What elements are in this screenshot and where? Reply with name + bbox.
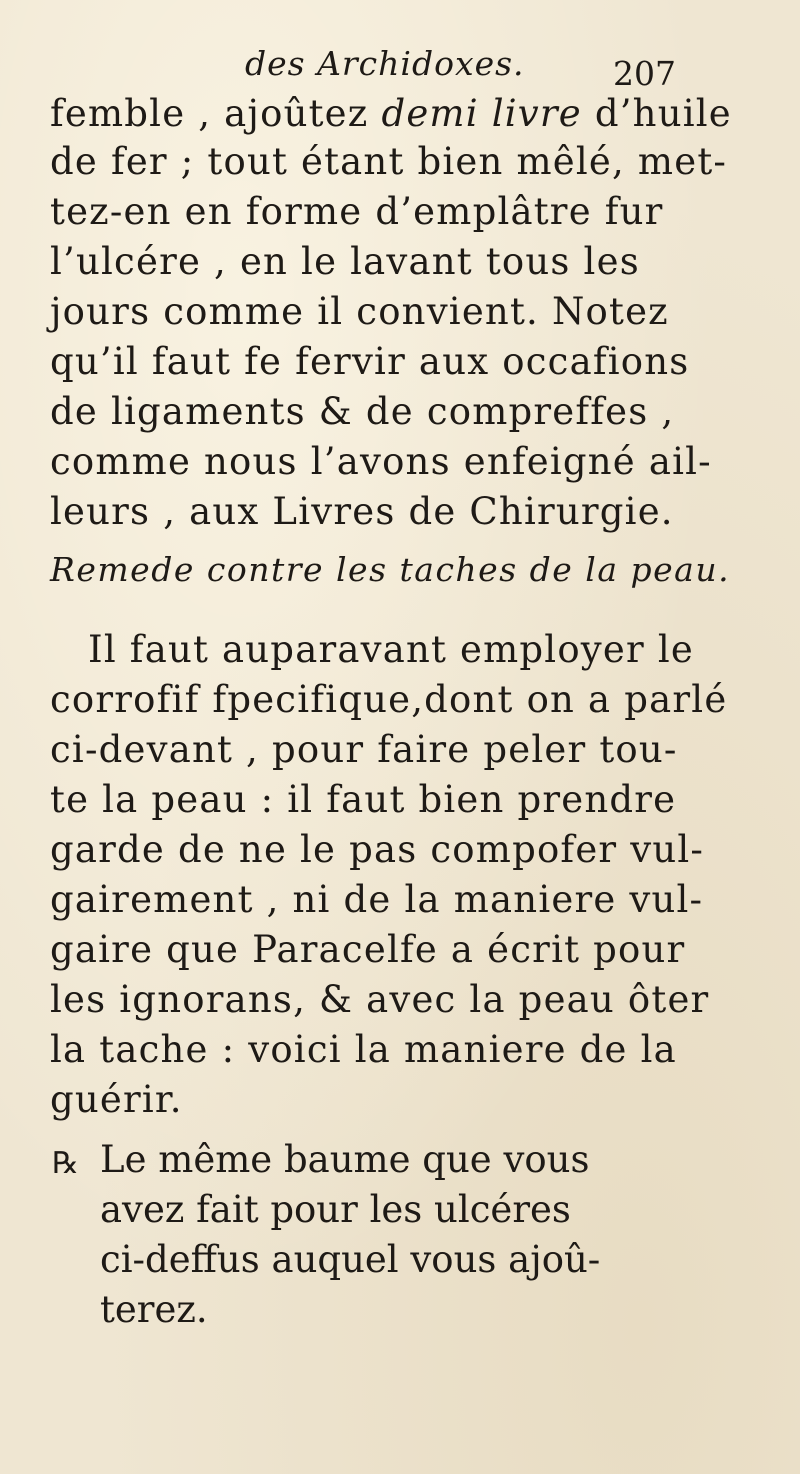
text-line: ci-deffus auquel vous ajoû- xyxy=(100,1238,601,1281)
text-line: Le même baume que vous xyxy=(100,1138,590,1181)
section-heading: Remede contre les taches de la peau. xyxy=(50,550,731,589)
text-line: Il faut auparavant employer le xyxy=(88,628,694,671)
page-header xyxy=(0,38,800,98)
text-line: leurs , aux Livres de Chirurgie. xyxy=(50,490,674,533)
text-line: guérir. xyxy=(50,1078,183,1121)
text-line: la tache : voici la maniere de la xyxy=(50,1028,677,1071)
text-line: gairement , ni de la maniere vul- xyxy=(50,878,704,921)
text-line: terez. xyxy=(100,1288,208,1331)
text-line: jours comme il convient. Notez xyxy=(50,290,669,333)
text-span: femble , ajoûtez xyxy=(50,92,382,135)
text-line: avez fait pour les ulcéres xyxy=(100,1188,571,1231)
text-line: les ignorans, & avec la peau ôter xyxy=(50,978,710,1021)
text-line: de ligaments & de compreffes , xyxy=(50,390,675,433)
text-line: l’ulcére , en le lavant tous les xyxy=(50,240,640,283)
text-line: qu’il faut fe fervir aux occafions xyxy=(50,340,690,383)
running-title: des Archidoxes. xyxy=(245,44,525,83)
recipe-symbol: ℞ xyxy=(52,1146,79,1181)
text-line: corrofif fpecifique,dont on a parlé xyxy=(50,678,728,721)
text-line xyxy=(50,92,770,136)
italic-span: demi livre xyxy=(381,92,582,135)
page-number: 207 xyxy=(613,54,676,93)
text-line: ci-devant , pour faire peler tou- xyxy=(50,728,678,771)
text-span: d’huile xyxy=(581,92,732,135)
text-line: garde de ne le pas compofer vul- xyxy=(50,828,705,871)
text-line: comme nous l’avons enfeigné ail- xyxy=(50,440,712,483)
text-line: gaire que Paracelfe a écrit pour xyxy=(50,928,686,971)
text-line: tez-en en forme d’emplâtre fur xyxy=(50,190,664,233)
text-line: te la peau : il faut bien prendre xyxy=(50,778,677,821)
text-line: de fer ; tout étant bien mêlé, met- xyxy=(50,140,728,183)
